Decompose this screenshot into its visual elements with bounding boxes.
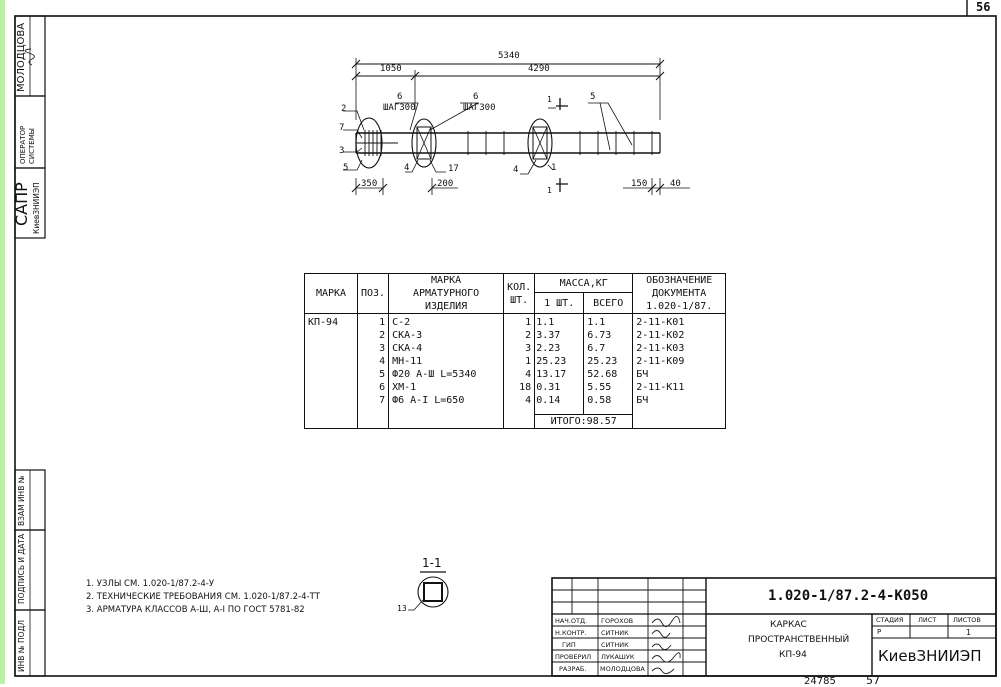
poz-values: 1 2 3 4 5 6 7 xyxy=(358,314,389,429)
label-step-b: ШАГ300 xyxy=(463,103,496,113)
title-name-1: КАРКАС xyxy=(770,620,807,630)
cut-label-bottom: 1 xyxy=(547,186,552,195)
dim-40: 40 xyxy=(670,179,681,189)
stamp-org: КиевЗНИИЭП xyxy=(32,182,41,234)
dim-200: 200 xyxy=(437,179,454,189)
col-poz: ПОЗ. xyxy=(358,274,389,314)
kol-values: 1 2 3 1 4 18 4 xyxy=(504,314,535,429)
label-5b: 5 xyxy=(590,92,596,102)
massa-1-values: 1.1 3.37 2.23 25.23 13.17 0.31 0.14 xyxy=(535,314,584,415)
cut-label-top: 1 xyxy=(547,95,552,104)
org-name: КиевЗНИИЭП xyxy=(878,647,982,665)
marka-value: КП-94 xyxy=(305,314,358,429)
izdelie-values: С-2 СКА-3 СКА-4 МН-11 Ф20 А-Ш L=5340 ХМ-1 Ф6 А-I L=650 xyxy=(389,314,504,429)
label-7: 7 xyxy=(339,123,345,133)
label-4a: 4 xyxy=(404,163,410,173)
name-1: ГОРОХОВ xyxy=(601,617,634,625)
bottom-number-right: 57 xyxy=(866,674,880,687)
total-row: ИТОГО:98.57 xyxy=(535,415,633,429)
stamp-operator-label: ОПЕРАТОР СИСТЕМЫ xyxy=(19,125,36,164)
col-marka: МАРКА xyxy=(305,274,358,314)
col-massa: МАССА,КГ xyxy=(535,274,633,293)
stamp-sapr: САПР xyxy=(12,182,31,226)
note-1: 1. УЗЛЫ СМ. 1.020-1/87.2-4-У xyxy=(86,579,215,589)
label-4b: 4 xyxy=(513,165,519,175)
dim-total: 5340 xyxy=(498,51,520,61)
role-4: ПРОВЕРИЛ xyxy=(555,653,592,661)
stamp-vzam: ВЗАМ ИНВ № xyxy=(17,475,26,526)
dim-150: 150 xyxy=(631,179,648,189)
page-number: 56 xyxy=(976,0,991,14)
name-2: СИТНИК xyxy=(601,629,629,637)
note-3: 3. АРМАТУРА КЛАССОВ А-Ш, А-I ПО ГОСТ 5781-82 xyxy=(86,605,305,615)
stamp-inv: ИНВ № ПОДЛ xyxy=(17,619,26,672)
col-massa-all: ВСЕГО xyxy=(584,293,633,314)
list-label: ЛИСТ xyxy=(918,616,937,624)
col-kol: КОЛ. ШТ. xyxy=(504,274,535,314)
name-3: СИТНИК xyxy=(601,641,629,649)
leader-lines xyxy=(343,103,632,174)
role-1: НАЧ.ОТД. xyxy=(555,617,588,625)
list-value: 1 xyxy=(966,628,972,637)
title-name-2: ПРОСТРАНСТВЕННЫЙ xyxy=(748,635,850,645)
stadia-value: Р xyxy=(877,628,882,636)
role-3: ГИП xyxy=(562,641,576,649)
col-massa-1: 1 ШТ. xyxy=(535,293,584,314)
doc-code: 1.020-1/87.2-4-К050 xyxy=(768,588,929,604)
massa-all-values: 1.1 6.73 6.7 25.23 52.68 5.55 0.58 xyxy=(584,314,633,415)
spec-table xyxy=(304,273,726,429)
title-name-3: КП-94 xyxy=(779,650,807,660)
label-1: 1 xyxy=(551,163,557,173)
col-oboz: ОБОЗНАЧЕНИЕ ДОКУМЕНТА 1.020-1/87. xyxy=(633,274,726,314)
section-circle xyxy=(418,577,448,607)
stamp-top-name: МОЛОДЦОВА xyxy=(16,22,27,92)
label-6b: 6 xyxy=(473,92,479,102)
role-2: Н.КОНТР. xyxy=(555,629,587,637)
label-5a: 5 xyxy=(343,163,349,173)
oboz-values: 2-11-К01 2-11-К02 2-11-К03 2-11-К09 БЧ 2-11-К11 БЧ xyxy=(633,314,726,429)
stamp-podpis: ПОДПИСЬ И ДАТА xyxy=(17,533,26,604)
bottom-number-left: 24785 xyxy=(804,676,836,687)
col-izdelie: МАРКА АРМАТУРНОГО ИЗДЕЛИЯ xyxy=(389,274,504,314)
label-step-a: ШАГ300 xyxy=(383,103,416,113)
label-17: 17 xyxy=(448,164,459,174)
clamp-marks xyxy=(356,130,652,156)
dim-350: 350 xyxy=(361,179,378,189)
stadia-label: СТАДИЯ xyxy=(876,616,904,624)
listov-label: ЛИСТОВ xyxy=(953,616,981,624)
dim-right: 4290 xyxy=(528,64,550,74)
section-mark: 13 xyxy=(397,604,407,613)
cut-markers xyxy=(556,98,568,192)
section-square xyxy=(424,583,442,601)
label-2: 2 xyxy=(341,104,347,114)
section-title: 1-1 xyxy=(422,556,442,570)
label-6a: 6 xyxy=(397,92,403,102)
name-5: МОЛОДЦОВА xyxy=(600,665,645,673)
label-3: 3 xyxy=(339,146,345,156)
name-4: ЛУКАШУК xyxy=(601,653,635,661)
note-2: 2. ТЕХНИЧЕСКИЕ ТРЕБОВАНИЯ СМ. 1.020-1/87.2-4-ТТ xyxy=(86,592,320,602)
dim-left: 1050 xyxy=(380,64,402,74)
role-5: РАЗРАБ. xyxy=(559,665,587,673)
